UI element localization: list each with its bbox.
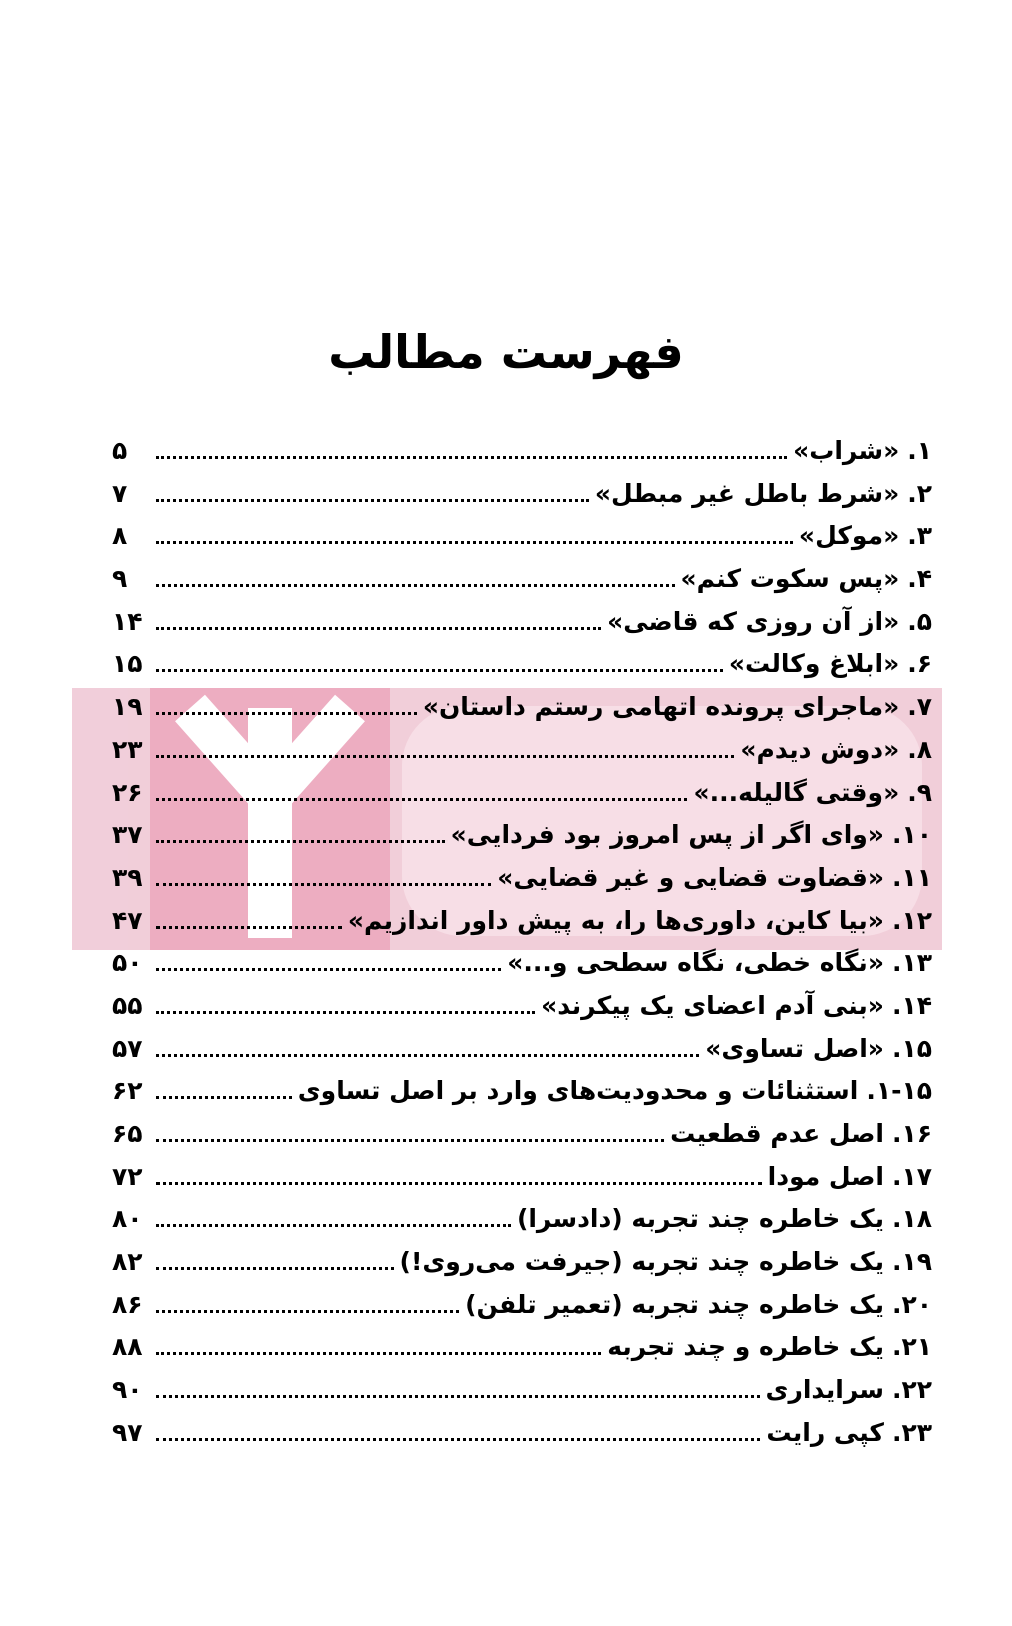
toc-leader-dots [156,1309,459,1313]
toc-entry-page: ۸۸ [112,1332,143,1362]
toc-entry-page: ۲۳ [112,734,143,764]
toc-entry[interactable] [112,985,932,1028]
toc-entry-page: ۳۷ [112,820,143,850]
toc-entry-number: ۱. [907,436,932,465]
toc-entry[interactable] [112,1198,932,1241]
toc-entry[interactable] [112,900,932,943]
table-of-contents [112,430,932,1455]
toc-entry[interactable] [112,814,932,857]
toc-entry-title: یک خاطره چند تجربه (دادسرا) [516,1204,884,1234]
toc-entry-number: ۹. [907,777,932,807]
toc-entry-number: ۱۶. [891,1119,932,1148]
toc-entry-number: ۱۷. [891,1161,932,1191]
toc-leader-dots [156,967,501,971]
toc-entry-title: اصل مودا [767,1161,884,1191]
toc-entry[interactable] [112,430,932,473]
toc-entry-page: ۳۹ [112,862,143,892]
toc-leader-dots [156,668,723,672]
toc-entry-number: ۱۹. [891,1247,932,1277]
toc-entry-number: ۲. [907,478,932,508]
toc-leader-dots [156,498,589,502]
toc-entry-page: ۹۷ [112,1417,143,1447]
toc-leader-dots [156,711,417,715]
toc-entry-number: ۶. [907,649,932,679]
toc-leader-dots [156,583,675,587]
toc-entry-number: ۱۵. [891,1033,932,1063]
toc-entry-page: ۸۰ [112,1204,143,1234]
toc-entry-title: «وقتی گالیله...» [693,777,900,807]
toc-entry[interactable] [112,942,932,985]
toc-entry-page: ۷۲ [112,1161,143,1191]
toc-leader-dots [156,1053,699,1057]
toc-entry-number: ۵. [907,606,932,636]
toc-entry[interactable] [112,1284,932,1327]
toc-entry[interactable] [112,1369,932,1412]
toc-leader-dots [156,839,445,843]
toc-entry-title: «نگاه خطی، نگاه سطحی و...» [507,948,884,978]
toc-entry-page: ۶۲ [112,1076,143,1106]
toc-entry[interactable] [112,1156,932,1199]
toc-leader-dots [156,1351,601,1355]
toc-entry-title: استثنائات و محدودیت‌های وارد بر اصل تساوی [297,1076,859,1106]
toc-entry[interactable] [112,857,932,900]
toc-entry-title: «شراب» [793,436,900,465]
toc-entry-title: اصل عدم قطعیت [670,1119,884,1148]
toc-entry-page: ۱۵ [112,649,143,679]
page-title: فهرست مطالب [328,325,684,379]
toc-entry[interactable] [112,1113,932,1156]
toc-entry[interactable] [112,1028,932,1071]
toc-leader-dots [156,797,687,801]
toc-entry-page: ۵ [112,436,128,465]
toc-leader-dots [156,1010,535,1014]
toc-entry[interactable] [112,686,932,729]
toc-entry[interactable] [112,1326,932,1369]
toc-entry[interactable] [112,601,932,644]
toc-leader-dots [156,1437,760,1441]
toc-entry-title: «شرط باطل غیر مبطل» [594,478,900,508]
toc-entry-number: ۱۳. [891,948,932,978]
toc-entry-number: ۷. [907,692,932,722]
toc-entry-number: ۳. [907,521,932,551]
toc-leader-dots [156,1223,511,1227]
toc-entry-title: یک خاطره چند تجربه (تعمیر تلفن) [465,1289,884,1319]
toc-entry-title: «اصل تساوی» [705,1033,884,1063]
toc-entry[interactable] [112,772,932,815]
toc-leader-dots [156,754,734,758]
toc-entry-page: ۵۰ [112,948,143,978]
toc-entry-number: ۱-۱۵. [866,1076,932,1106]
toc-leader-dots [156,1394,760,1398]
toc-entry-page: ۸۲ [112,1247,143,1277]
toc-entry[interactable] [112,729,932,772]
toc-entry-number: ۱۰. [891,820,932,850]
toc-entry[interactable] [112,473,932,516]
toc-entry[interactable] [112,558,932,601]
toc-entry-title: «از آن روزی که قاضی» [607,606,900,636]
toc-leader-dots [156,540,793,544]
toc-entry-number: ۱۱. [891,862,932,892]
toc-entry-title: یک خاطره و چند تجربه [607,1332,884,1362]
toc-entry-number: ۴. [907,564,932,594]
toc-leader-dots [156,882,491,886]
toc-leader-dots [156,626,601,630]
toc-entry-title: «بیا کاین، داوری‌ها را، به پیش داور اندازیم» [347,905,884,935]
toc-leader-dots [156,1181,762,1185]
toc-entry-title: «قضاوت قضایی و غیر قضایی» [497,862,884,892]
toc-entry-number: ۱۸. [891,1204,932,1234]
toc-entry-number: ۲۳. [891,1417,932,1447]
toc-entry-title: «بنی آدم اعضای یک پیکرند» [541,990,884,1020]
toc-leader-dots [156,455,787,459]
toc-entry-page: ۱۹ [112,692,143,722]
toc-entry[interactable] [112,643,932,686]
toc-entry[interactable] [112,1412,932,1455]
toc-entry-title: کپی رایت [766,1417,884,1447]
toc-entry-page: ۸ [112,521,128,551]
toc-leader-dots [156,925,342,929]
toc-entry-page: ۹۰ [112,1375,143,1405]
toc-entry-page: ۵۵ [112,990,143,1020]
toc-entry-number: ۱۴. [891,990,932,1020]
toc-entry-page: ۷ [112,478,128,508]
toc-entry-title: «پس سکوت کنم» [680,564,900,594]
toc-leader-dots [156,1095,292,1099]
toc-entry-title: سرایداری [765,1375,884,1405]
toc-entry[interactable] [112,1070,932,1113]
toc-entry-number: ۸. [907,734,932,764]
toc-entry-page: ۵۷ [112,1033,143,1063]
toc-entry-page: ۲۶ [112,777,143,807]
toc-entry-number: ۲۱. [891,1332,932,1362]
toc-entry-title: «وای اگر از پس امروز بود فردایی» [450,820,884,850]
toc-entry-page: ۶۵ [112,1119,143,1148]
toc-leader-dots [156,1266,394,1270]
toc-entry-page: ۸۶ [112,1289,143,1319]
toc-entry-title: یک خاطره چند تجربه (جیرفت می‌روی!) [399,1247,884,1277]
toc-entry-number: ۲۲. [891,1375,932,1405]
toc-entry-page: ۹ [112,564,128,594]
toc-entry-title: «موکل» [798,521,900,551]
toc-entry-title: «دوش دیدم» [740,734,900,764]
toc-entry-number: ۲۰. [891,1289,932,1319]
toc-entry-page: ۴۷ [112,905,143,935]
toc-entry[interactable] [112,1241,932,1284]
toc-entry[interactable] [112,515,932,558]
toc-entry-number: ۱۲. [891,905,932,935]
toc-leader-dots [156,1138,664,1142]
toc-entry-title: «ابلاغ وکالت» [728,649,900,679]
toc-entry-page: ۱۴ [112,606,143,636]
toc-entry-title: «ماجرای پرونده اتهامی رستم داستان» [422,692,900,722]
